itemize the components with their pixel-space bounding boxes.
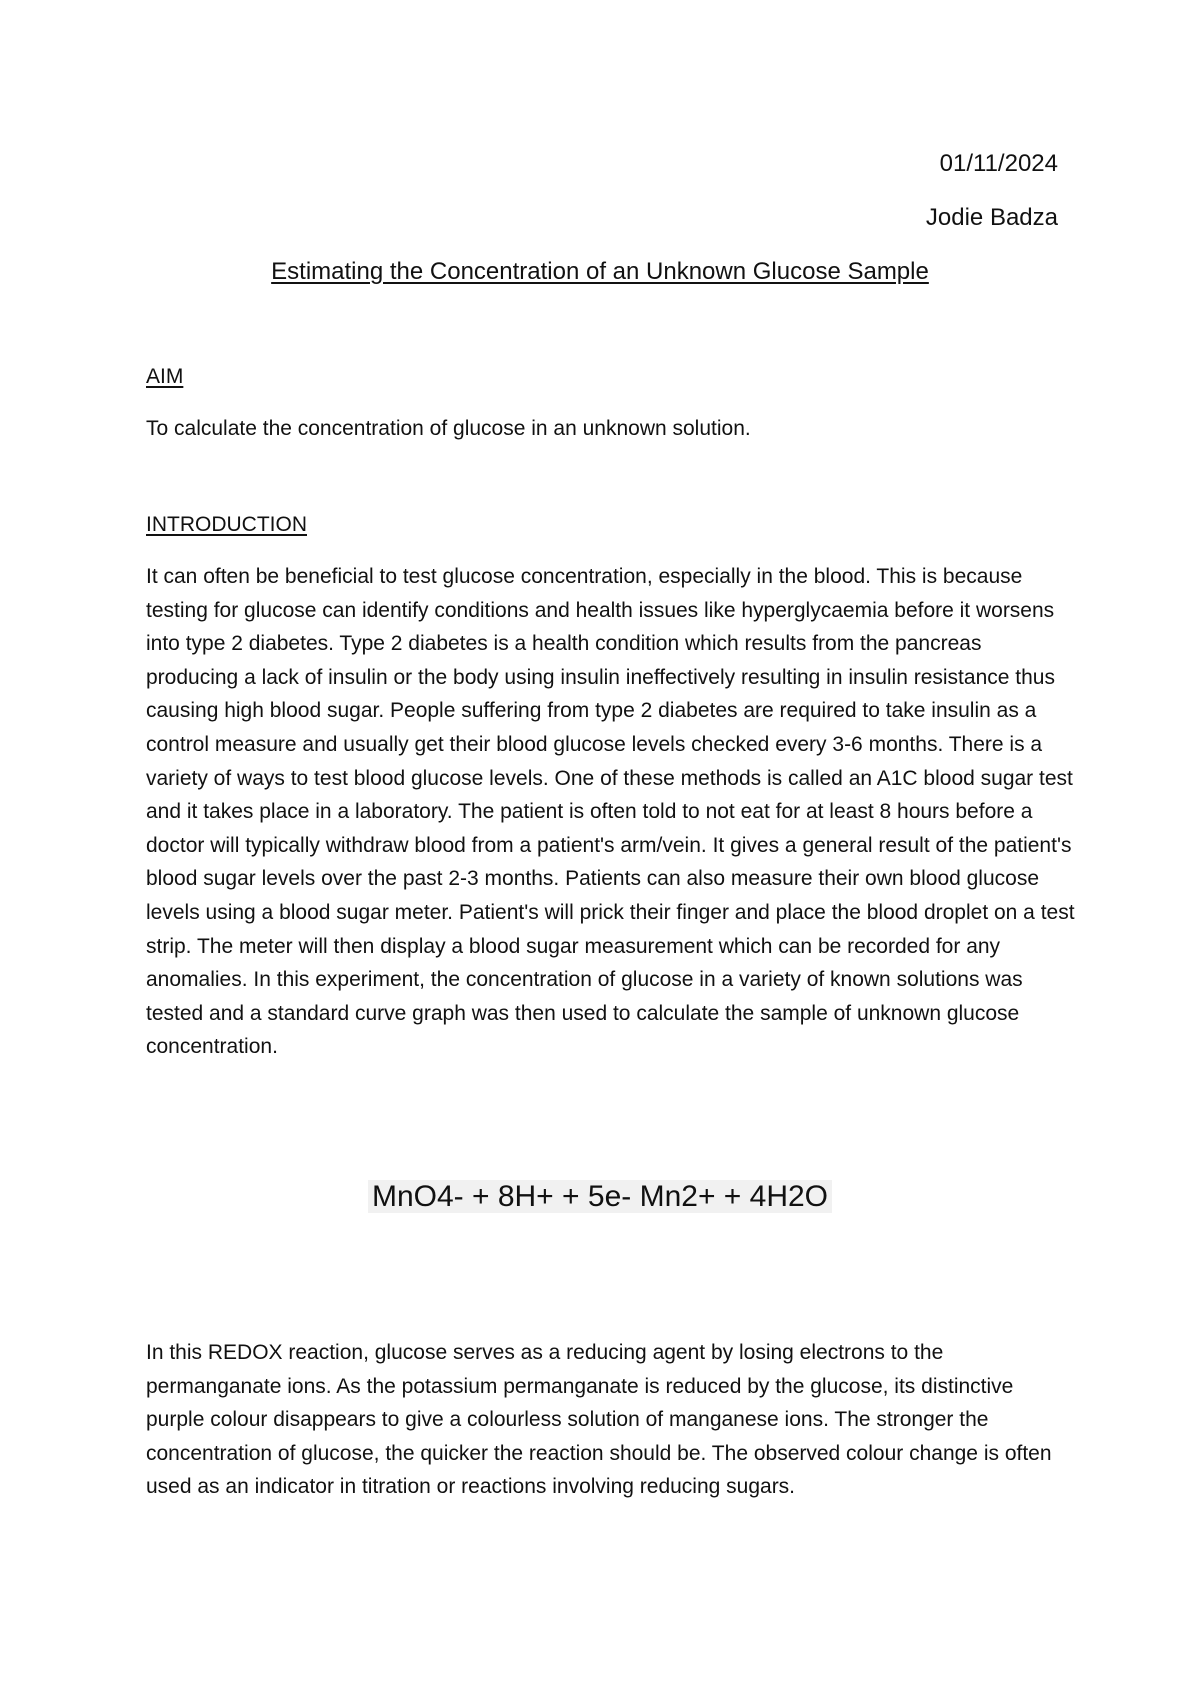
introduction-heading: INTRODUCTION <box>146 513 307 536</box>
document-title: Estimating the Concentration of an Unknown Glucose Sample <box>271 258 929 285</box>
chemical-equation: MnO4- + 8H+ + 5e- Mn2+ + 4H2O <box>368 1180 832 1213</box>
redox-paragraph: In this REDOX reaction, glucose serves as a reducing agent by losing electrons to the permanganate ions. As the potassium permanganate is reduced by the glucose, its distinctive purple colour disappears to give a colourless solution of manganese ions. The stronger the concentration of glucose, the quicker the reaction should be. The observed colour change is often used as an indicator in titration or reactions involving reducing sugars. <box>146 1341 1052 1499</box>
chemical-equation-block <box>0 1178 1200 1216</box>
document-author: Jodie Badza <box>925 204 1058 231</box>
introduction-paragraph: It can often be beneficial to test glucose concentration, especially in the blood. This is because testing for glucose can identify conditions and health issues like hyperglycaemia before it worsens into type 2 diabetes. Type 2 diabetes is a health condition which results from the pancreas producing a lack of insulin or the body using insulin ineffectively resulting in insulin resistance thus causing high blood sugar. People suffering from type 2 diabetes are required to take insulin as a control measure and usually get their blood glucose levels checked every 3-6 months. There is a variety of ways to test blood glucose levels. One of these methods is called an A1C blood sugar test and it takes place in a laboratory. The patient is often told to not eat for at least 8 hours before a doctor will typically withdraw blood from a patient's arm/vein. It gives a general result of the patient's blood sugar levels over the past 2-3 months. Patients can also measure their own blood glucose levels using a blood sugar meter. Patient's will prick their finger and place the blood droplet on a test strip. The meter will then display a blood sugar measurement which can be recorded for any anomalies. In this experiment, the concentration of glucose in a variety of known solutions was tested and a standard curve graph was then used to calculate the sample of unknown glucose concentration. <box>146 565 1075 1059</box>
aim-heading: AIM <box>146 365 184 388</box>
aim-paragraph: To calculate the concentration of glucose in an unknown solution. <box>146 417 751 440</box>
document-date: 01/11/2024 <box>939 150 1058 177</box>
